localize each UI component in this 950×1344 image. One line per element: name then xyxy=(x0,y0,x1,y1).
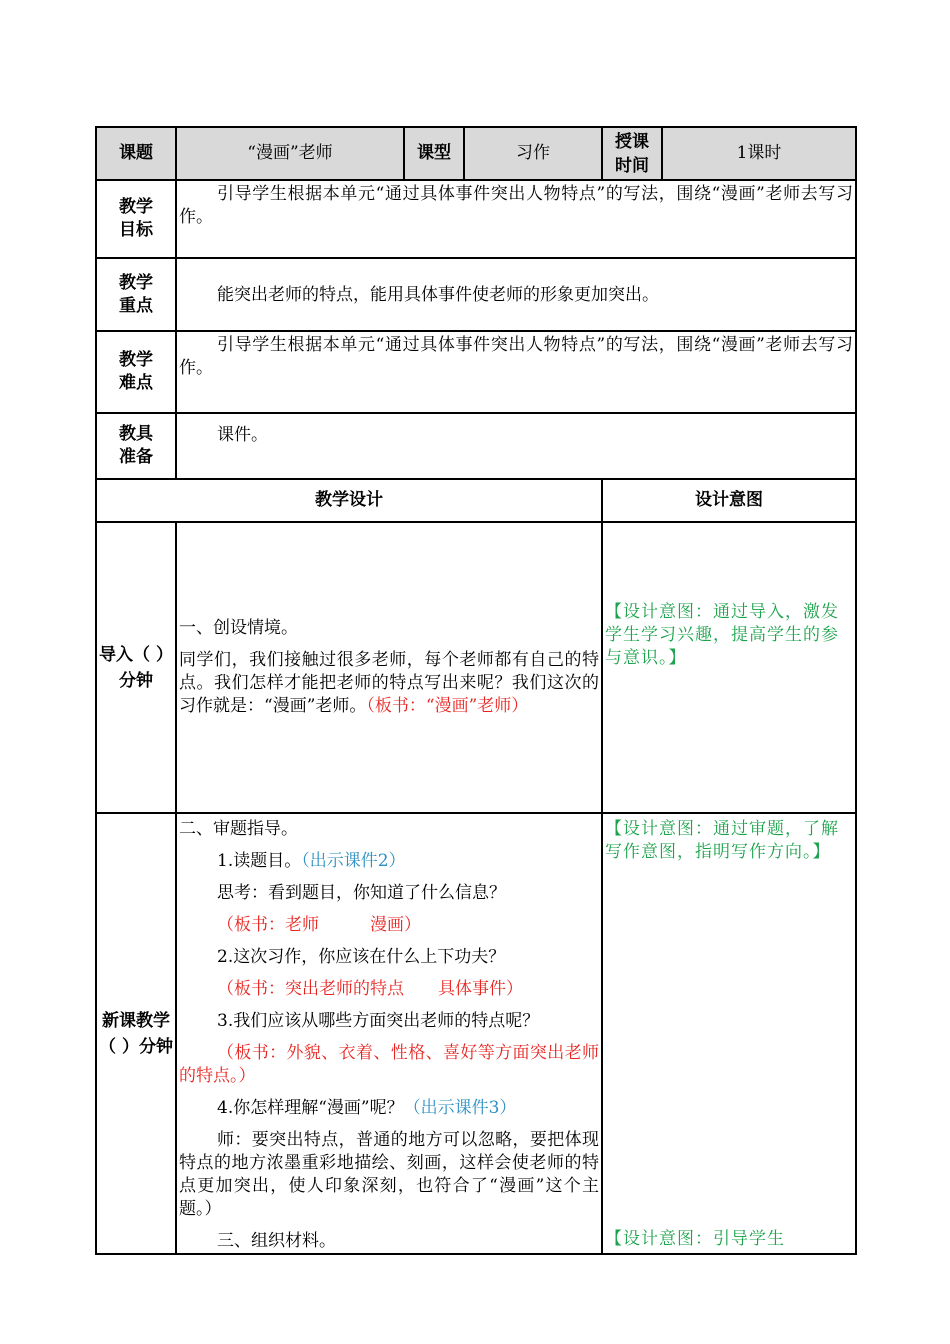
goals-label: 教学目标 xyxy=(96,180,176,258)
intro-board: （板书：“漫画”老师） xyxy=(366,696,529,716)
section3-heading: 三、组织材料。 xyxy=(217,1231,336,1251)
time-label: 授课时间 xyxy=(602,127,662,180)
teacher-note: 师：要突出特点，普通的地方可以忽略，要把体现特点的地方浓墨重彩地描绘、刻画，这样会使老师的特点更加突出，使人印象深刻，也符合了“漫画”这个主题。） xyxy=(179,1130,599,1219)
key-points-label: 教学重点 xyxy=(96,258,176,331)
step4 xyxy=(179,1097,599,1120)
step4-note: （出示课件3） xyxy=(403,1098,517,1118)
header-row xyxy=(96,127,856,180)
step2: 2.这次习作，你应该在什么上下功夫？ xyxy=(217,947,506,967)
intro-heading: 一、创设情境。 xyxy=(179,618,298,638)
difficulties-row xyxy=(96,331,856,413)
new-lesson-row xyxy=(96,813,856,1254)
intro-body xyxy=(179,649,599,718)
board-1: （板书：老师 漫画） xyxy=(217,915,421,935)
intro-body-text: 同学们，我们接触过很多老师，每个老师都有自己的特点。我们怎样才能把老师的特点写出来呢？我们这次的习作就是：“漫画”老师。 xyxy=(179,650,599,716)
tools-row xyxy=(96,413,856,479)
think-question: 思考：看到题目，你知道了什么信息？ xyxy=(217,883,506,903)
intro-intent-cell xyxy=(602,522,856,813)
new-lesson-content xyxy=(176,813,602,1254)
intro-row xyxy=(96,522,856,813)
type-label: 课型 xyxy=(404,127,464,180)
tools-label: 教具准备 xyxy=(96,413,176,479)
review-heading: 二、审题指导。 xyxy=(179,819,298,839)
intent-header: 设计意图 xyxy=(602,479,856,522)
new-lesson-intent-1: 【设计意图：通过审题，了解写作意图，指明写作方向。】 xyxy=(605,819,839,862)
tools-text: 课件。 xyxy=(176,413,856,479)
lesson-plan-table xyxy=(95,126,857,1255)
design-header-row xyxy=(96,479,856,522)
goals-row xyxy=(96,180,856,258)
intro-content xyxy=(176,522,602,813)
topic-label: 课题 xyxy=(96,127,176,180)
step4-text: 4.你怎样理解“漫画”呢？ xyxy=(217,1098,404,1118)
topic-value: “漫画”老师 xyxy=(176,127,404,180)
new-lesson-label: 新课教学（ ）分钟 xyxy=(96,813,176,1254)
intro-label: 导入（ ）分钟 xyxy=(96,522,176,813)
design-header: 教学设计 xyxy=(96,479,602,522)
time-value: 1课时 xyxy=(662,127,856,180)
difficulties-label: 教学难点 xyxy=(96,331,176,413)
board-2: （板书：突出老师的特点 具体事件） xyxy=(217,979,523,999)
board-3: （板书：外貌、衣着、性格、喜好等方面突出老师的特点。） xyxy=(179,1043,599,1086)
step1-note: （出示课件2） xyxy=(301,851,406,871)
difficulties-text: 引导学生根据本单元“通过具体事件突出人物特点”的写法，围绕“漫画”老师去写习作。 xyxy=(176,331,856,413)
step1 xyxy=(179,850,599,873)
key-points-row xyxy=(96,258,856,331)
new-lesson-intent-2: 【设计意图：引导学生 xyxy=(605,1229,785,1249)
intro-intent: 【设计意图：通过导入，激发学生学习兴趣，提高学生的参与意识。】 xyxy=(605,602,839,668)
key-points-text: 能突出老师的特点，能用具体事件使老师的形象更加突出。 xyxy=(176,258,856,331)
step1-text: 1.读题目。 xyxy=(217,851,302,871)
goals-text: 引导学生根据本单元“通过具体事件突出人物特点”的写法，围绕“漫画”老师去写习作。 xyxy=(176,180,856,258)
step3: 3.我们应该从哪些方面突出老师的特点呢？ xyxy=(217,1011,540,1031)
new-lesson-intent-cell xyxy=(602,813,856,1254)
type-value: 习作 xyxy=(464,127,602,180)
